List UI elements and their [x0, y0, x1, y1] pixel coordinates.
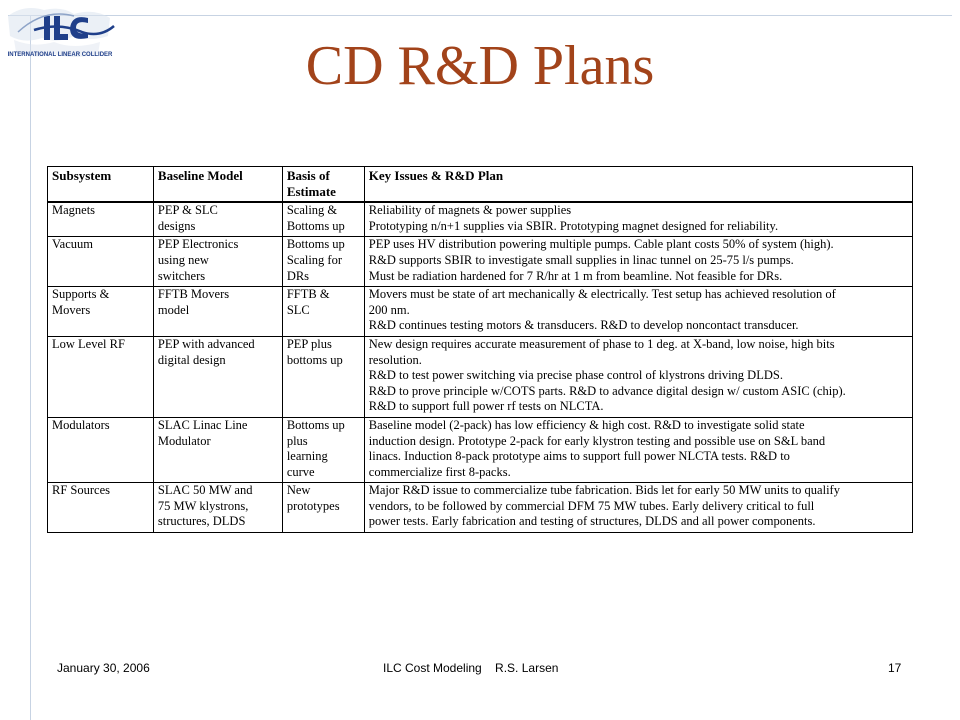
left-rule — [30, 15, 31, 720]
cell-issues: New design requires accurate measurement of phase to 1 deg. at X-band, low noise, high bits resolution. R&D to test power switching via precise phase control of klystrons driving DLDS. R&D to prove principle w/COTS parts. R&D to advance digital design w/ custom ASIC (chip). R&D to support full power rf tests on NLCTA. — [364, 336, 912, 417]
table-row — [48, 237, 913, 287]
cell-subsystem: Low Level RF — [48, 336, 154, 417]
cell-subsystem: Vacuum — [48, 237, 154, 287]
cell-basis: Bottoms up plus learning curve — [282, 417, 364, 482]
cell-basis: PEP plus bottoms up — [282, 336, 364, 417]
table-header-row — [48, 167, 913, 203]
cell-baseline: PEP with advanced digital design — [153, 336, 282, 417]
cell-baseline: FFTB Movers model — [153, 287, 282, 337]
cell-baseline: SLAC Linac Line Modulator — [153, 417, 282, 482]
cell-subsystem: Modulators — [48, 417, 154, 482]
cell-subsystem: RF Sources — [48, 483, 154, 533]
cell-issues: Major R&D issue to commercialize tube fabrication. Bids let for early 50 MW units to qualify vendors, to be followed by commercial DFM 75 MW tubes. Early delivery critical to full power tests. Early fabrication and testing of structures, DLDS and all power components. — [364, 483, 912, 533]
header-subsystem: Subsystem — [48, 167, 154, 203]
table-row — [48, 202, 913, 237]
header-basis-of-estimate: Basis of Estimate — [282, 167, 364, 203]
cell-basis: New prototypes — [282, 483, 364, 533]
cell-issues: PEP uses HV distribution powering multiple pumps. Cable plant costs 50% of system (high). R&D supports SBIR to investigate small supplies in linac tunnel on 25-75 l/s pumps. Must be radiation hardened for 7 R/hr at 1 m from beamline. Not feasible for DRs. — [364, 237, 912, 287]
slide-title: CD R&D Plans — [305, 35, 655, 97]
cell-baseline: SLAC 50 MW and 75 MW klystrons, structures, DLDS — [153, 483, 282, 533]
table-row — [48, 417, 913, 482]
footer-presentation: ILC Cost Modeling R.S. Larsen — [383, 661, 559, 675]
footer-page-number: 17 — [888, 661, 902, 675]
cell-baseline: PEP Electronics using new switchers — [153, 237, 282, 287]
footer-date: January 30, 2006 — [57, 661, 150, 675]
cell-subsystem: Magnets — [48, 202, 154, 237]
cell-baseline: PEP & SLC designs — [153, 202, 282, 237]
top-rule — [8, 15, 952, 16]
cell-issues: Movers must be state of art mechanically & electrically. Test setup has achieved resolution of 200 nm. R&D continues testing motors & transducers. R&D to develop noncontact transducer. — [364, 287, 912, 337]
table-row — [48, 336, 913, 417]
header-key-issues: Key Issues & R&D Plan — [364, 167, 912, 203]
cell-basis: Bottoms up Scaling for DRs — [282, 237, 364, 287]
cell-basis: FFTB & SLC — [282, 287, 364, 337]
cell-issues: Baseline model (2-pack) has low efficiency & high cost. R&D to investigate solid state induction design. Prototype 2-pack for early klystron testing and possible use on S&L band linacs. Induction 8-pack prototype aims to support full power NLCTA tests. R&D to commercialize first 8-packs. — [364, 417, 912, 482]
cell-subsystem: Supports & Movers — [48, 287, 154, 337]
cell-issues: Reliability of magnets & power supplies Prototyping n/n+1 supplies via SBIR. Prototyping magnet designed for reliability. — [364, 202, 912, 237]
table-row — [48, 483, 913, 533]
logo-caption: INTERNATIONAL LINEAR COLLIDER — [7, 52, 113, 58]
rd-plans-table — [47, 166, 913, 533]
table-row — [48, 287, 913, 337]
header-baseline-model: Baseline Model — [153, 167, 282, 203]
cell-basis: Scaling & Bottoms up — [282, 202, 364, 237]
